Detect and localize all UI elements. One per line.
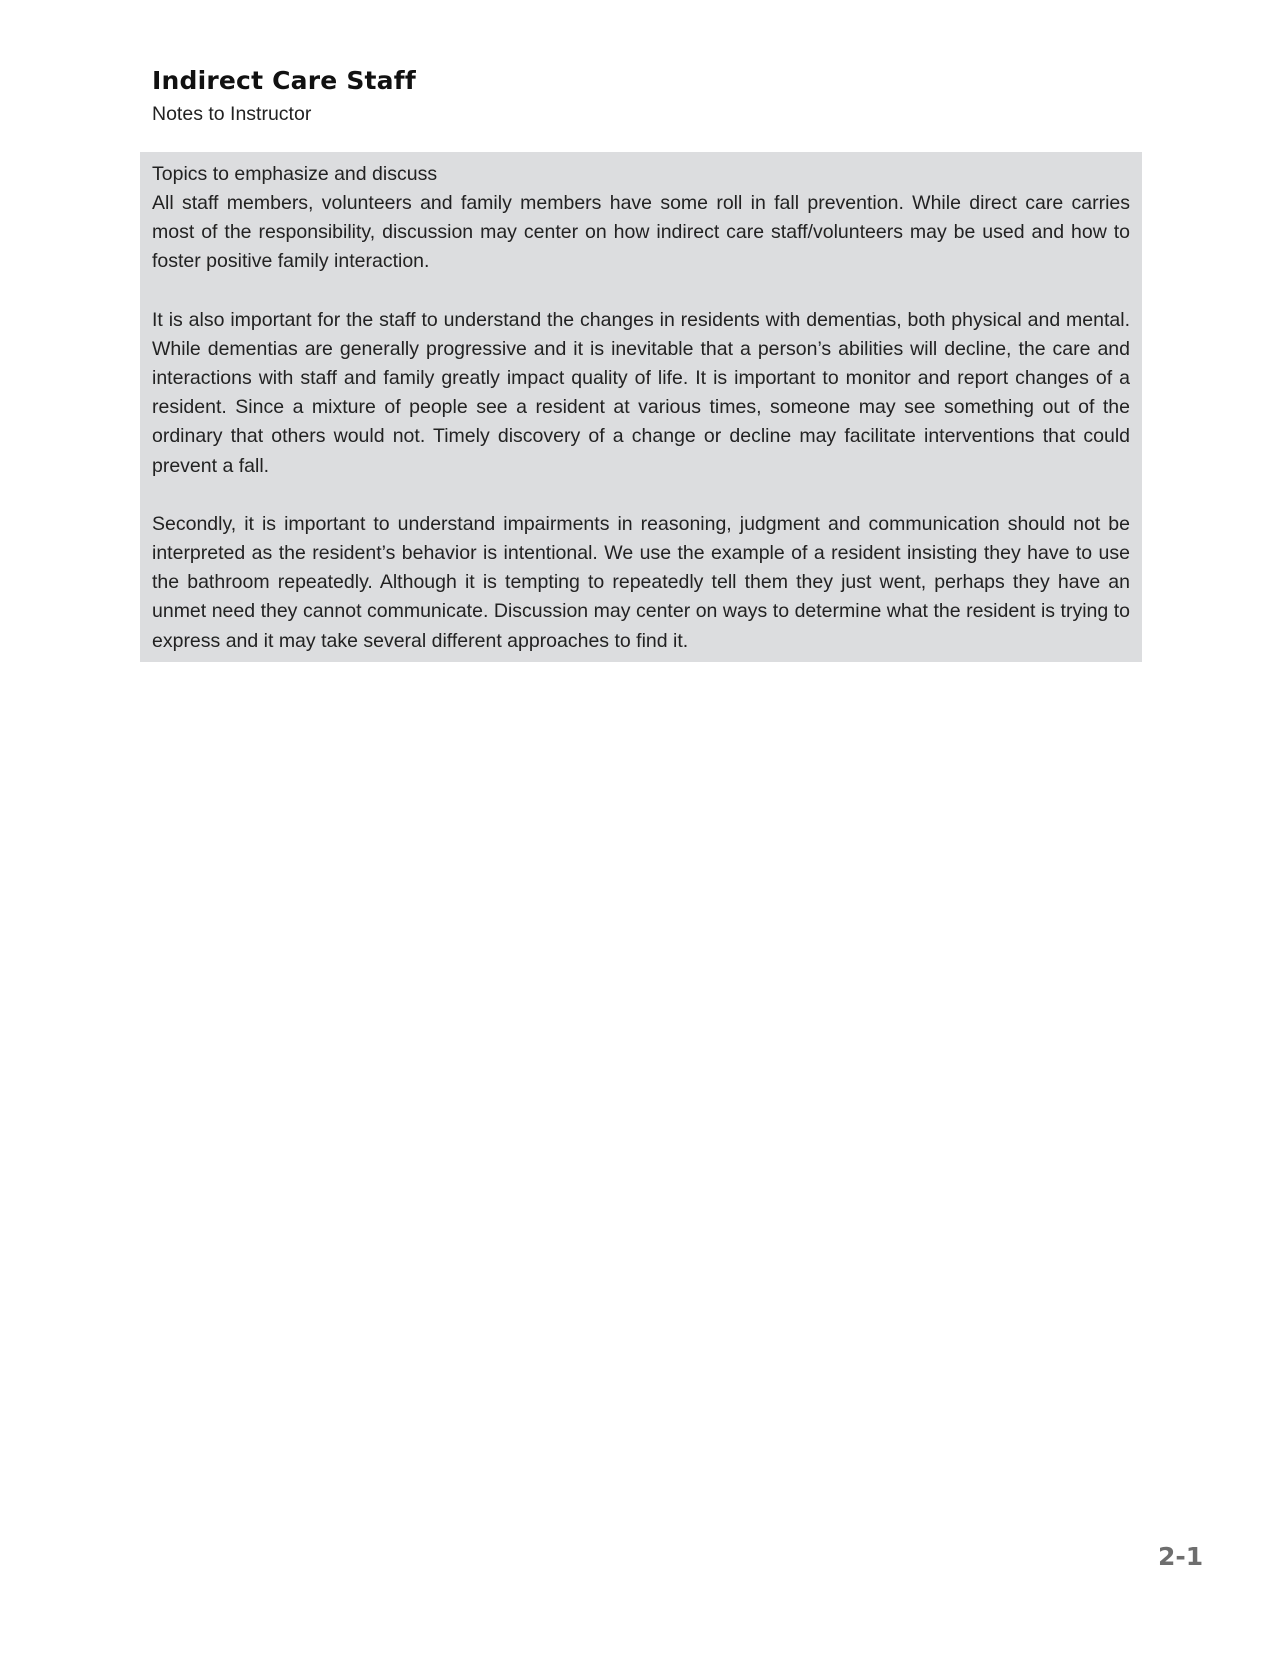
notes-box-heading: Topics to emphasize and discuss bbox=[152, 163, 438, 185]
notes-paragraph-dementia-changes: It is also important for the staff to understand the changes in residents with dementias, both physical and mental. While dementias are generally progressive and it is inevitable that a person’s abilities will decline, the care and interactions with staff and family greatly impact quality of life. It is important to monitor and report changes of a resident. Since a mixture of people see a resident at various times, someone may see something out of the ordinary that others would not. Timely discovery of a change or decline may facilitate interventions that could prevent a fall. bbox=[152, 308, 1130, 477]
instructor-notes-box bbox=[140, 152, 1142, 662]
notes-paragraph-impairments: Secondly, it is important to understand impairments in reasoning, judgment and communication should not be interpreted as the resident’s behavior is intentional. We use the example of a resident insisting they have to use the bathroom repeatedly. Although it is tempting to repeatedly tell them they just went, perhaps they have an unmet need they cannot communicate. Discussion may center on ways to determine what the resident is trying to express and it may take several different approaches to find it. bbox=[152, 512, 1130, 652]
page-subtitle: Notes to Instructor bbox=[152, 103, 312, 125]
page-number: 2-1 bbox=[1158, 1542, 1204, 1571]
page-title: Indirect Care Staff bbox=[152, 66, 416, 95]
notes-paragraph-fall-prevention: All staff members, volunteers and family members have some roll in fall prevention. While direct care carries most of the responsibility, discussion may center on how indirect care staff/volunteers may be used and how to foster positive family interaction. bbox=[152, 192, 1130, 273]
